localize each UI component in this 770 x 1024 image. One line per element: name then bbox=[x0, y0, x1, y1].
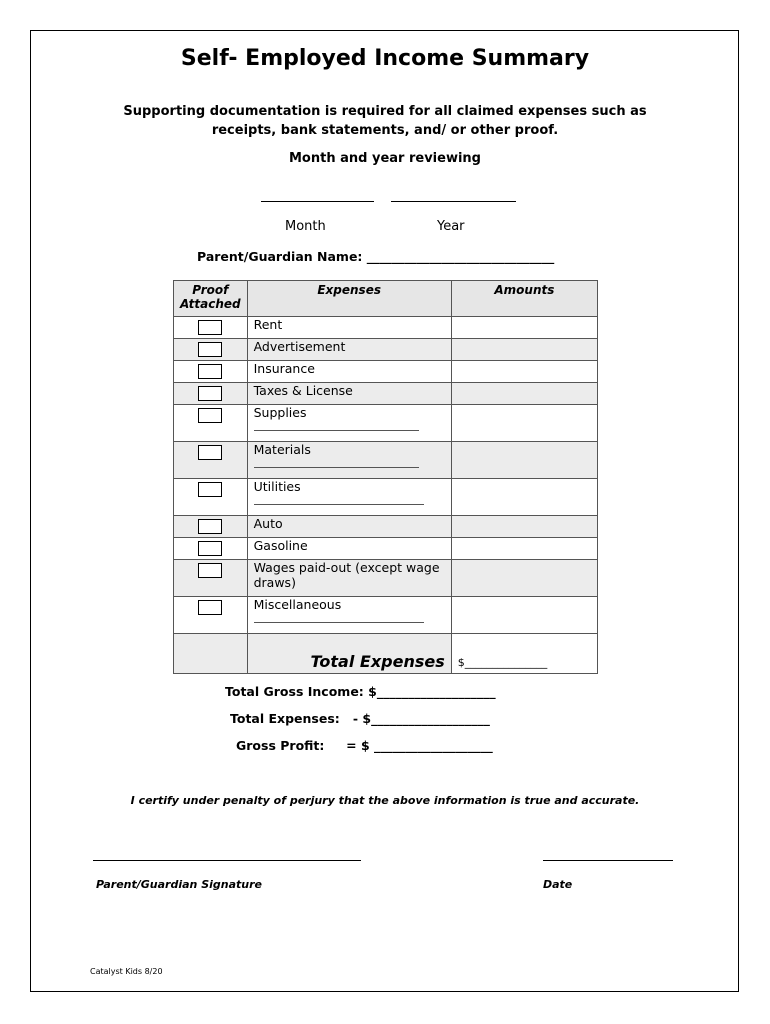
proof-checkbox[interactable] bbox=[198, 364, 222, 379]
expenses-header: Expenses bbox=[247, 281, 451, 317]
expense-description-line[interactable] bbox=[254, 494, 424, 505]
expense-label: Materials bbox=[253, 442, 311, 457]
proof-checkbox[interactable] bbox=[198, 563, 222, 578]
table-row bbox=[174, 560, 598, 597]
amount-cell[interactable] bbox=[451, 361, 597, 383]
amount-cell[interactable] bbox=[451, 560, 597, 597]
intro-line-2: receipts, bank statements, and/ or other proof. bbox=[211, 123, 559, 138]
table-row bbox=[174, 597, 598, 634]
expense-label: Wages paid-out (except wage draws) bbox=[247, 560, 451, 597]
amount-cell[interactable] bbox=[451, 538, 597, 560]
expense-label: Auto bbox=[247, 516, 451, 538]
proof-checkbox[interactable] bbox=[198, 342, 222, 357]
parent-name-field[interactable]: Parent/Guardian Name: ______________________________ bbox=[197, 249, 555, 264]
table-row bbox=[174, 405, 598, 442]
gross-income-field[interactable]: Total Gross Income: $___________________ bbox=[225, 684, 496, 699]
total-expenses-amount[interactable]: $_______________ bbox=[451, 634, 597, 674]
amount-cell[interactable] bbox=[451, 597, 597, 634]
expense-label: Advertisement bbox=[247, 339, 451, 361]
gross-profit-field[interactable]: Gross Profit: = $ ___________________ bbox=[236, 738, 493, 753]
table-row bbox=[174, 516, 598, 538]
expenses-table bbox=[173, 280, 598, 674]
amount-cell[interactable] bbox=[451, 383, 597, 405]
amount-cell[interactable] bbox=[451, 405, 597, 442]
expense-label: Miscellaneous bbox=[253, 597, 342, 612]
intro-line-1: Supporting documentation is required for all claimed expenses such as bbox=[123, 104, 647, 119]
amount-cell[interactable] bbox=[451, 339, 597, 361]
total-row bbox=[174, 634, 598, 674]
proof-checkbox[interactable] bbox=[198, 408, 222, 423]
table-row bbox=[174, 479, 598, 516]
date-label: Date bbox=[543, 878, 573, 891]
amount-cell[interactable] bbox=[451, 317, 597, 339]
table-row bbox=[174, 442, 598, 479]
expense-label: Taxes & License bbox=[247, 383, 451, 405]
expense-label: Rent bbox=[247, 317, 451, 339]
page-title: Self- Employed Income Summary bbox=[180, 46, 590, 71]
year-input-line[interactable] bbox=[391, 201, 516, 202]
expense-label: Gasoline bbox=[247, 538, 451, 560]
expense-label: Utilities bbox=[253, 479, 301, 494]
year-label: Year bbox=[437, 219, 465, 234]
proof-checkbox[interactable] bbox=[198, 445, 222, 460]
expense-label: Insurance bbox=[247, 361, 451, 383]
signature-label: Parent/Guardian Signature bbox=[96, 878, 263, 891]
proof-checkbox[interactable] bbox=[198, 482, 222, 497]
proof-checkbox[interactable] bbox=[198, 519, 222, 534]
table-row bbox=[174, 538, 598, 560]
expense-description-line[interactable] bbox=[254, 612, 424, 623]
certification-statement: I certify under penalty of perjury that the above information is true and accurate. bbox=[130, 794, 640, 807]
month-input-line[interactable] bbox=[261, 201, 374, 202]
table-row bbox=[174, 361, 598, 383]
amount-cell[interactable] bbox=[451, 442, 597, 479]
table-row bbox=[174, 339, 598, 361]
amounts-header: Amounts bbox=[451, 281, 597, 317]
footer-text: Catalyst Kids 8/20 bbox=[90, 967, 163, 976]
amount-cell[interactable] bbox=[451, 516, 597, 538]
proof-checkbox[interactable] bbox=[198, 320, 222, 335]
expense-description-line[interactable] bbox=[254, 420, 419, 431]
expense-description-line[interactable] bbox=[254, 457, 419, 468]
proof-checkbox[interactable] bbox=[198, 386, 222, 401]
signature-line[interactable] bbox=[93, 860, 361, 861]
amount-cell[interactable] bbox=[451, 479, 597, 516]
proof-checkbox[interactable] bbox=[198, 600, 222, 615]
month-label: Month bbox=[285, 219, 326, 234]
table-row bbox=[174, 383, 598, 405]
date-line[interactable] bbox=[543, 860, 673, 861]
total-expenses-field[interactable]: Total Expenses: - $___________________ bbox=[230, 711, 490, 726]
table-row bbox=[174, 317, 598, 339]
expense-label: Supplies bbox=[253, 405, 307, 420]
proof-header: Proof Attached bbox=[174, 281, 248, 317]
month-year-heading: Month and year reviewing bbox=[289, 151, 481, 166]
total-expenses-label: Total Expenses bbox=[247, 634, 451, 674]
proof-checkbox[interactable] bbox=[198, 541, 222, 556]
